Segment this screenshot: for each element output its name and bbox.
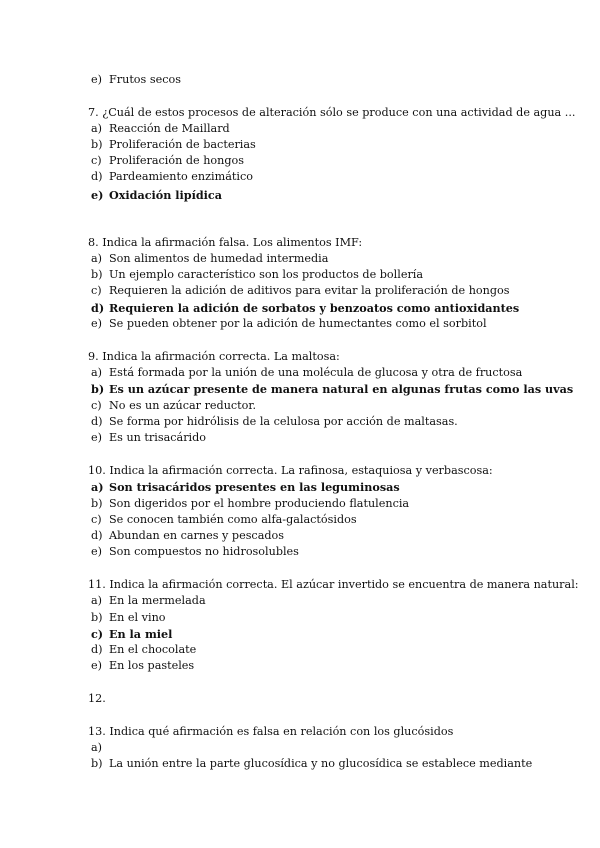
option-letter: e) <box>91 317 102 330</box>
option-row-correct <box>91 626 172 642</box>
option-letter: b) <box>91 382 105 396</box>
option-text: Son trisacáridos presentes en las leguminosas <box>109 480 400 494</box>
question-7-text: 7. ¿Cuál de estos procesos de alteración sólo se produce con una actividad de agua ... <box>88 106 576 119</box>
option-letter: e) <box>91 545 102 558</box>
option-row <box>91 283 510 299</box>
option-text: Es un trisacárido <box>109 431 207 444</box>
option-letter: e) <box>91 73 102 86</box>
option-letter: b) <box>91 497 103 510</box>
option-text: Se forma por hidrólisis de la celulosa por acción de maltasas. <box>109 415 458 428</box>
option-text: Son alimentos de humedad intermedia <box>109 252 329 265</box>
option-text: En el chocolate <box>109 643 197 656</box>
option-text: Es un azúcar presente de manera natural en algunas frutas como las uvas <box>109 382 574 396</box>
option-letter: d) <box>91 415 103 428</box>
option-text: Proliferación de bacterias <box>109 138 256 151</box>
option-letter: c) <box>91 627 104 641</box>
option-row <box>91 756 532 772</box>
option-row <box>91 528 284 544</box>
option-text: No es un azúcar reductor. <box>109 399 257 412</box>
option-row <box>91 512 357 528</box>
option-letter: b) <box>91 757 103 770</box>
option-letter: c) <box>91 284 102 297</box>
option-row <box>91 153 244 169</box>
option-row <box>91 137 256 153</box>
option-letter: c) <box>91 154 102 167</box>
option-row <box>91 658 194 674</box>
option-text: Requieren la adición de sorbatos y benzoatos como antioxidantes <box>109 301 520 315</box>
option-text: Se conocen también como alfa-galactósidos <box>109 513 357 526</box>
option-letter: d) <box>91 170 103 183</box>
option-text: Proliferación de hongos <box>109 154 245 167</box>
option-letter: d) <box>91 643 103 656</box>
option-row <box>91 544 299 560</box>
option-text: La unión entre la parte glucosídica y no glucosídica se establece mediante <box>109 757 533 770</box>
option-row <box>91 121 230 137</box>
option-row-correct <box>91 381 573 397</box>
option-row <box>91 365 522 381</box>
option-row <box>91 251 328 267</box>
option-letter: a) <box>91 252 103 265</box>
option-text: Pardeamiento enzimático <box>109 170 253 183</box>
option-text: Son digeridos por el hombre produciendo flatulencia <box>109 497 410 510</box>
option-text: Un ejemplo característico son los productos de bollería <box>109 268 424 281</box>
option-letter: c) <box>91 399 102 412</box>
option-row <box>91 430 206 446</box>
option-row <box>91 740 109 756</box>
option-letter: d) <box>91 529 103 542</box>
option-text: Abundan en carnes y pescados <box>109 529 285 542</box>
option-text: Se pueden obtener por la adición de humectantes como el sorbitol <box>109 317 487 330</box>
option-letter: b) <box>91 138 103 151</box>
option-letter: e) <box>91 659 102 672</box>
option-row <box>91 414 458 430</box>
option-text: Oxidación lipídica <box>109 188 222 202</box>
option-letter: a) <box>91 480 104 494</box>
option-row <box>91 169 253 185</box>
option-row <box>91 593 206 609</box>
question-9-text: 9. Indica la afirmación correcta. La maltosa: <box>88 350 340 363</box>
option-text: Reacción de Maillard <box>109 122 230 135</box>
option-text: Está formada por la unión de una molécula de glucosa y otra de fructosa <box>109 366 523 379</box>
option-text: Requieren la adición de aditivos para evitar la proliferación de hongos <box>109 284 510 297</box>
option-letter: a) <box>91 122 103 135</box>
option-row-correct <box>91 479 400 495</box>
option-row <box>91 496 409 512</box>
option-row-correct <box>91 300 519 316</box>
option-letter: a) <box>91 741 103 754</box>
option-text: En la miel <box>109 627 173 641</box>
question-10-text: 10. Indica la afirmación correcta. La rafinosa, estaquiosa y verbascosa: <box>88 464 493 477</box>
question-11-text: 11. Indica la afirmación correcta. El azúcar invertido se encuentra de manera natural: <box>88 578 579 591</box>
option-letter: b) <box>91 611 103 624</box>
option-letter: e) <box>91 188 104 202</box>
question-12-text: 12. <box>88 692 106 705</box>
option-row <box>91 267 423 283</box>
option-letter: b) <box>91 268 103 281</box>
option-row <box>91 398 256 414</box>
option-text: En el vino <box>109 611 166 624</box>
option-letter: a) <box>91 366 103 379</box>
option-row <box>91 642 196 658</box>
option-text: En la mermelada <box>109 594 206 607</box>
option-text: En los pasteles <box>109 659 195 672</box>
question-8-text: 8. Indica la afirmación falsa. Los alimentos IMF: <box>88 236 363 249</box>
option-row <box>91 610 166 626</box>
option-row <box>91 72 181 88</box>
option-row <box>91 316 487 332</box>
option-text: Son compuestos no hidrosolubles <box>109 545 299 558</box>
question-13-text: 13. Indica qué afirmación es falsa en relación con los glucósidos <box>88 725 454 738</box>
option-letter: e) <box>91 431 102 444</box>
option-row-correct <box>91 187 222 203</box>
option-letter: a) <box>91 594 103 607</box>
option-letter: d) <box>91 301 105 315</box>
option-letter: c) <box>91 513 102 526</box>
option-text: Frutos secos <box>109 73 181 86</box>
